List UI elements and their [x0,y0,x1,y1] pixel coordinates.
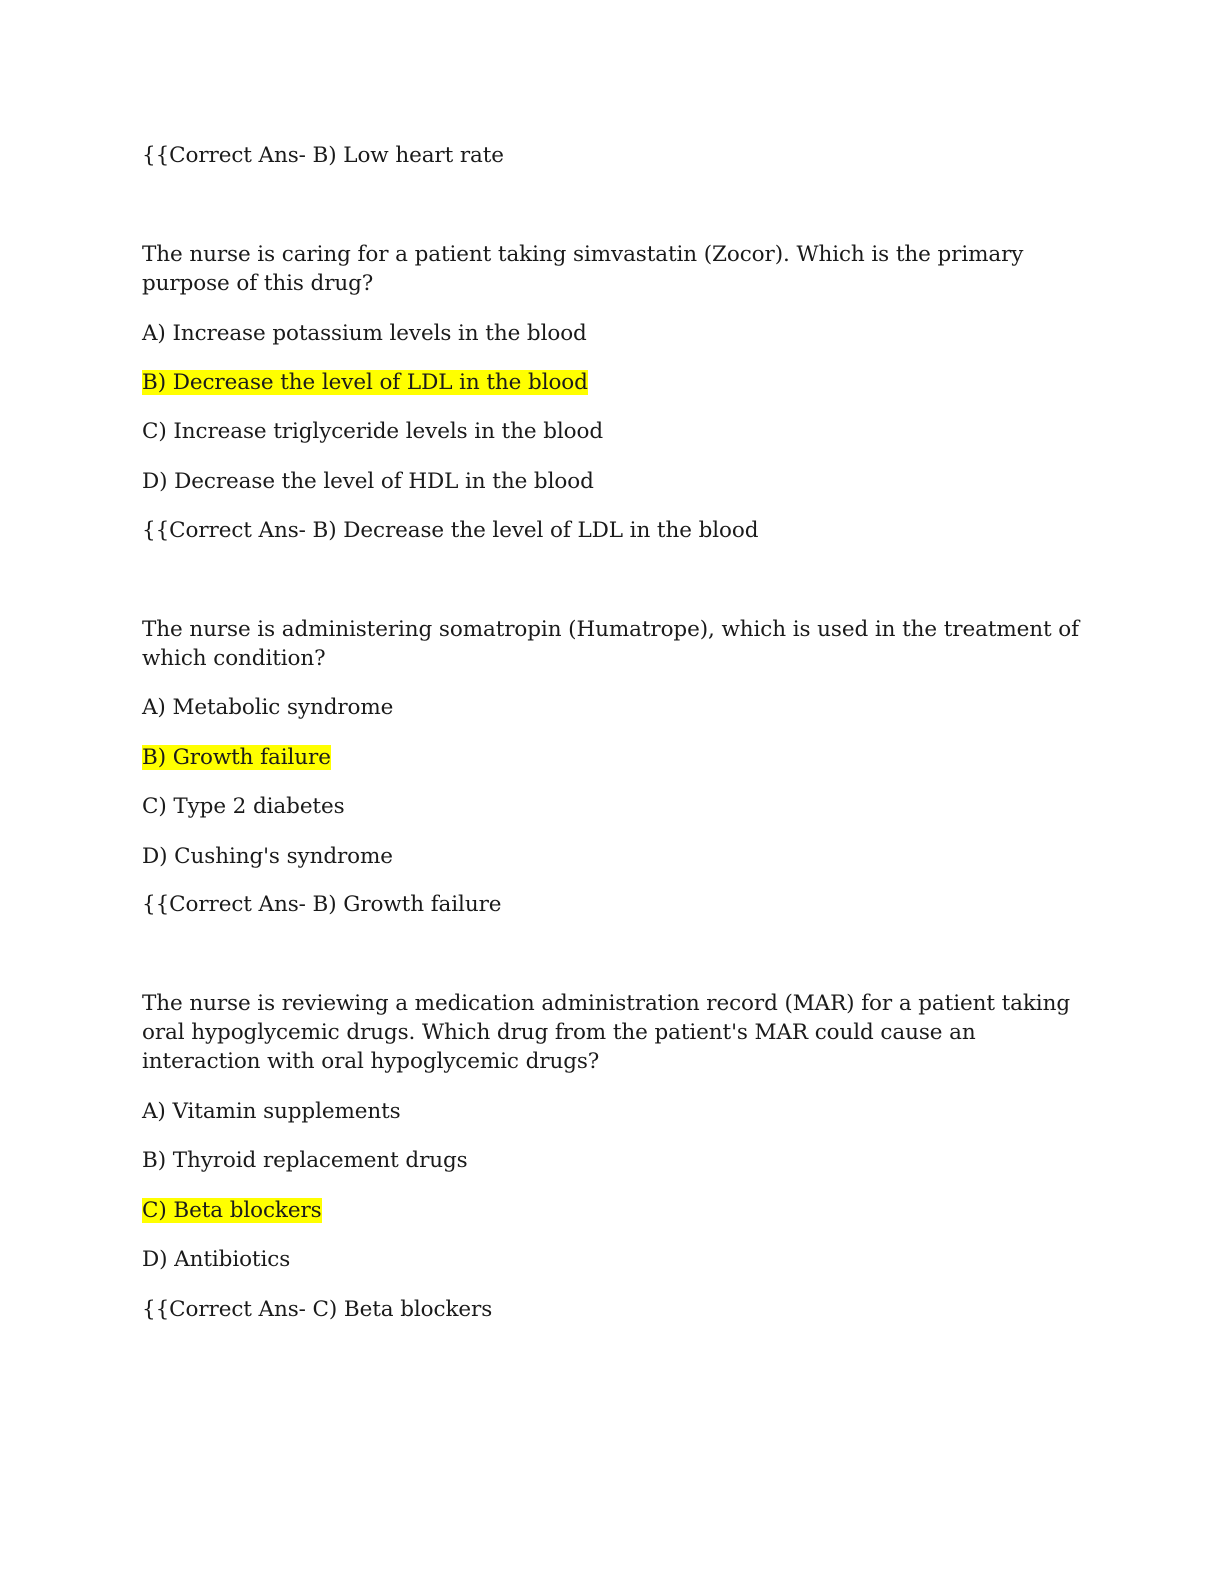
question-3-option-b: B) Thyroid replacement drugs [142,1148,468,1173]
question-2-answer: {{Correct Ans- B) Growth failure [142,892,502,917]
previous-answer: {{Correct Ans- B) Low heart rate [142,143,504,168]
question-1-prompt: The nurse is caring for a patient taking simvastatin (Zocor). Which is the primary purpose of this drug? [142,242,1024,296]
question-3-option-c [142,1196,322,1225]
question-3-prompt: The nurse is reviewing a medication administration record (MAR) for a patient taking oral hypoglycemic drugs. Which drug from the patient's MAR could cause an interaction with oral hypoglycemic drugs? [142,991,1070,1074]
highlighted-answer: B) Decrease the level of LDL in the blood [142,370,588,395]
question-1-option-a: A) Increase potassium levels in the blood [142,321,587,346]
question-2-option-d: D) Cushing's syndrome [142,844,393,869]
question-1-option-b [142,368,588,397]
question-3-option-a: A) Vitamin supplements [142,1099,401,1124]
question-1-option-d: D) Decrease the level of HDL in the blood [142,469,594,494]
highlighted-answer: B) Growth failure [142,745,331,770]
question-3-option-d: D) Antibiotics [142,1247,291,1272]
question-3-answer: {{Correct Ans- C) Beta blockers [142,1297,493,1322]
question-2-option-b [142,743,331,772]
question-2-option-a: A) Metabolic syndrome [142,695,394,720]
question-2-prompt: The nurse is administering somatropin (Humatrope), which is used in the treatment of which condition? [142,617,1080,671]
highlighted-answer: C) Beta blockers [142,1198,322,1223]
question-2-option-c: C) Type 2 diabetes [142,794,345,819]
question-1-answer: {{Correct Ans- B) Decrease the level of LDL in the blood [142,518,759,543]
question-1-option-c: C) Increase triglyceride levels in the blood [142,419,603,444]
